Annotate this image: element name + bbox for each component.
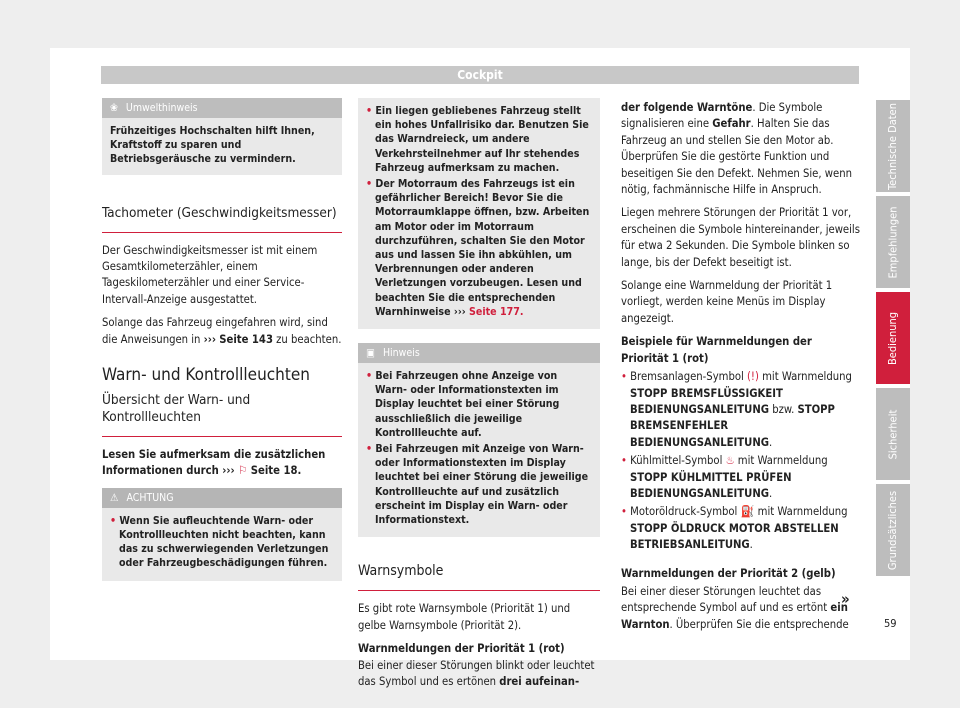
right-paragraph-2: Liegen mehrere Störungen der Priorität 1 vor, erscheinen die Symbole hintereinander, jeweils für etwa 2 Sekunden. Die Symbole blinken so lange, bis der Defekt beseitigt ist.: [621, 206, 860, 269]
example-coolant: • Kühlmittel-Symbol ♨ mit Warnmeldung STOPP KÜHLMITTEL PRÜFEN BEDIENUNGSANLEITUNG.: [621, 454, 828, 500]
tab-empfehlungen[interactable]: Empfehlungen: [876, 196, 910, 288]
warnsymbole-paragraph-2: Bei einer dieser Störungen blinkt oder leuchtet das Symbol und es ertönen drei aufeinan-: [358, 658, 595, 688]
tab-grundsaetzliches[interactable]: Grundsätzliches: [876, 484, 910, 576]
warning-bullet-1: • Ein liegen gebliebenes Fahrzeug stellt ein hohes Unfallrisiko dar. Benutzen Sie das Warndreieck, um andere Verkehrsteilnehmer auf Ihr stehendes Fahrzeug aufmerksam zu machen.: [366, 105, 589, 174]
overview-heading: Übersicht der Warn- und Kontrollleuchten: [102, 392, 342, 437]
examples-heading: Beispiele für Warnmeldungen der Priorität 1 (rot): [621, 335, 812, 365]
environment-note-text: Frühzeitiges Hochschalten hilft Ihnen, Kraftstoff zu sparen und Betriebsgeräusche zu vermindern.: [110, 125, 315, 166]
tacho-paragraph-1: Der Geschwindigkeitsmesser ist mit einem Gesamtkilometerzähler, einem Tageskilometerzähler und einer Service-Intervall-Anzeige ausgestattet.: [102, 243, 318, 306]
page-link-18[interactable]: Seite 18.: [250, 464, 302, 478]
hinweis-bullet-1: • Bei Fahrzeugen ohne Anzeige von Warn- oder Informationstexten im Display leuchtet bei einer Störung ausschließlich die jeweilige Kontrollleuchte auf.: [366, 370, 560, 439]
tab-bedienung[interactable]: Bedienung: [876, 292, 910, 384]
continue-arrow-icon: »: [841, 590, 850, 608]
prio1-heading: Warnmeldungen der Priorität 1 (rot): [358, 642, 565, 656]
overview-intro: Lesen Sie aufmerksam die zusätzlichen Informationen durch ››› ⚐ Seite 18.: [102, 448, 326, 478]
warnsymbole-paragraph-1: Es gibt rote Warnsymbole (Priorität 1) und gelbe Warnsymbole (Priorität 2).: [358, 602, 571, 632]
hinweis-header: ▣ Hinweis: [358, 343, 600, 363]
warning-bullet-2: • Der Motorraum des Fahrzeugs ist ein gefährlicher Bereich! Bevor Sie die Motorraumklappe öffnen, bzw. Arbeiten am Motor oder im Motorraum durchzuführen, schalten Sie den Motor aus und lassen Sie ihn abkühlen, um Verbrennungen oder anderen Verletzungen vorzubeugen. Lesen und beachten Sie die entsprechenden Warnhinweise ››› Seite 177.: [366, 178, 590, 318]
prio2-heading: Warnmeldungen der Priorität 2 (gelb): [621, 566, 836, 580]
example-brake: • Bremsanlagen-Symbol (!) mit Warnmeldung STOPP BREMSFLÜSSIGKEIT BEDIENUNGSANLEITUNG bzw. STOPP BREMSENFEHLER BEDIENUNGSANLEITUNG.: [621, 370, 852, 449]
book-icon: ⚐: [238, 464, 248, 478]
achtung-header: ⚠ ACHTUNG: [102, 488, 342, 508]
warnsymbole-heading: Warnsymbole: [358, 563, 600, 591]
page-link-143[interactable]: Seite 143: [219, 332, 273, 346]
right-paragraph-4: Bei einer dieser Störungen leuchtet das entsprechende Symbol auf und es ertönt ein Warnton. Überprüfen Sie die entsprechende: [621, 584, 849, 631]
page-number: 59: [884, 617, 897, 630]
coolant-icon: ♨: [725, 454, 735, 468]
tacho-heading: Tachometer (Geschwindigkeitsmesser): [102, 205, 342, 233]
info-icon: ▣: [366, 347, 375, 360]
hinweis-bullet-2: • Bei Fahrzeugen mit Anzeige von Warn- oder Informationstexten im Display leuchtet bei einer Störung die jeweilige Kontrollleuchte auf und zusätzlich erscheint im Display ein Warn- oder Informationstext.: [366, 443, 589, 527]
oil-can-icon: ⛽: [740, 505, 755, 519]
warning-triangle-icon: ⚠: [110, 491, 119, 504]
tacho-paragraph-2: Solange das Fahrzeug eingefahren wird, sind die Anweisungen in ››› Seite 143 zu beachten.: [102, 316, 342, 346]
chapter-tabs: [876, 100, 910, 580]
right-paragraph-1: der folgende Warntöne. Die Symbole signalisieren eine Gefahr. Halten Sie das Fahrzeug an und stellen Sie den Motor ab. Überprüfen Sie die gestörte Funktion und beseitigen Sie den Defekt. Nehmen Sie, wenn nötig, fachmännische Hilfe in Anspruch.: [621, 101, 852, 197]
tab-technische-daten[interactable]: Technische Daten: [876, 100, 910, 192]
column-right: [621, 100, 860, 640]
achtung-bullet: • Wenn Sie aufleuchtende Warn- oder Kontrollleuchten nicht beachten, kann das zu schwerwiegenden Verletzungen oder Fahrzeugbeschädigungen führen.: [110, 514, 329, 570]
column-middle: [358, 98, 600, 697]
brake-warning-icon: (!): [747, 370, 759, 384]
section-title: Warn- und Kontrollleuchten: [102, 365, 310, 386]
column-left: [102, 98, 342, 591]
right-paragraph-3: Solange eine Warnmeldung der Priorität 1 vorliegt, werden keine Menüs im Display angezeigt.: [621, 279, 833, 325]
tab-sicherheit[interactable]: Sicherheit: [876, 388, 910, 480]
achtung-box: [102, 488, 342, 581]
page-header: Cockpit: [101, 66, 859, 84]
leaf-icon: ❀: [110, 102, 118, 114]
example-oil: • Motoröldruck-Symbol ⛽ mit Warnmeldung STOPP ÖLDRUCK MOTOR ABSTELLEN BETRIEBSANLEITUNG.: [621, 505, 848, 552]
page-link-177[interactable]: Seite 177.: [469, 305, 524, 318]
environment-note-box: [102, 98, 342, 175]
hinweis-box: [358, 343, 600, 537]
achtung-continued-box: [358, 98, 600, 329]
environment-note-header: ❀ Umwelthinweis: [102, 98, 342, 118]
